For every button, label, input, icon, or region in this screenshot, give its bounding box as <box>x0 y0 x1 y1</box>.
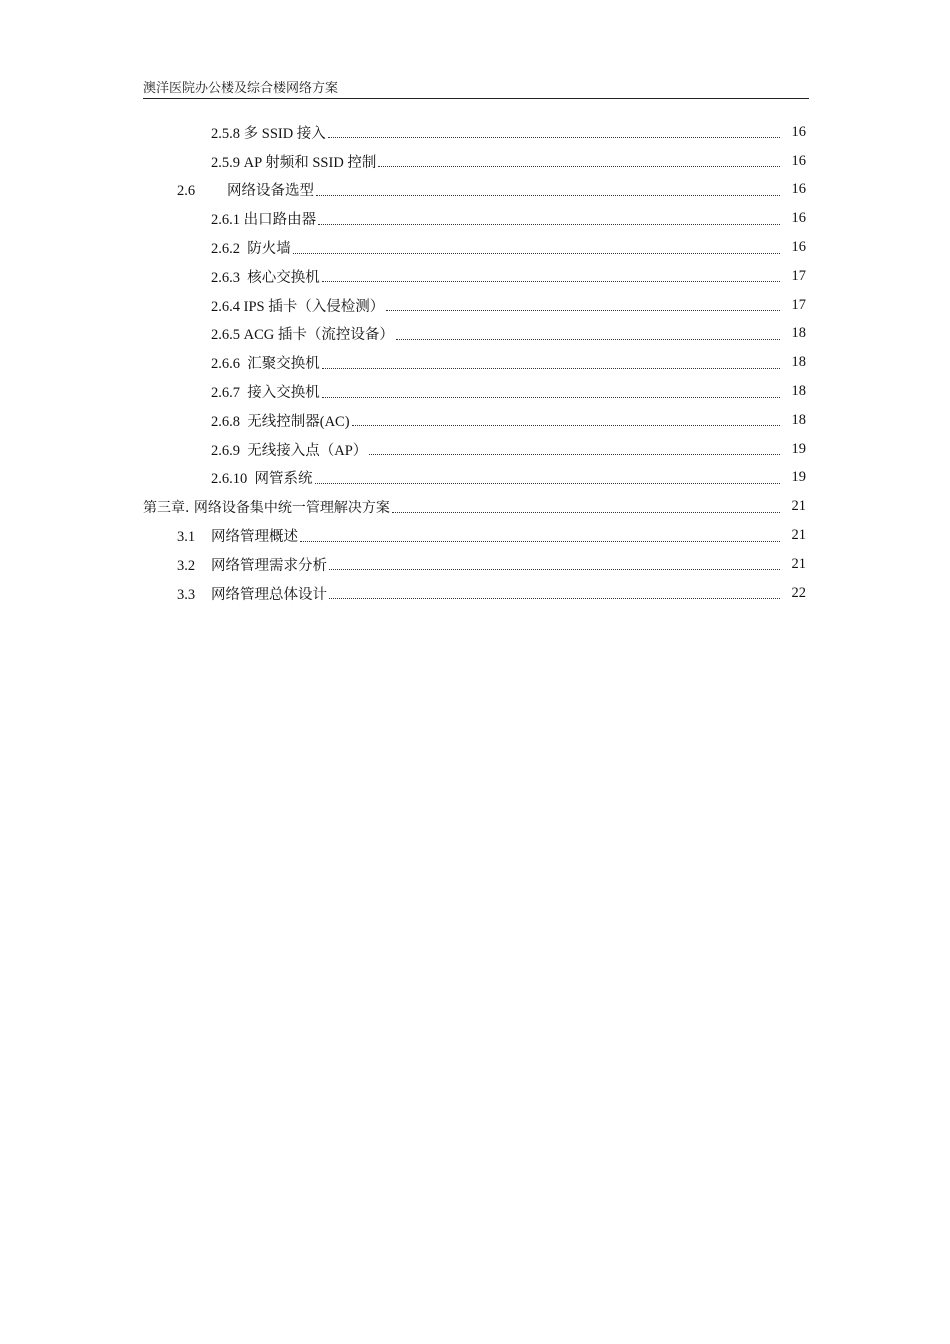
toc-entry-page: 16 <box>791 239 806 256</box>
toc-entry-number: 2.6.6 <box>211 356 240 373</box>
toc-entry-label <box>177 525 300 546</box>
toc-entry[interactable] <box>143 435 806 464</box>
toc-entry[interactable] <box>143 118 806 147</box>
toc-entry-number: 2.6.2 <box>211 241 240 258</box>
dot-leader <box>392 511 780 513</box>
table-of-contents <box>143 118 806 608</box>
toc-entry-title: 无线接入点（AP） <box>247 442 368 459</box>
dot-leader <box>369 453 780 455</box>
toc-entry-number: 2.5.9 <box>211 154 240 171</box>
toc-entry-page: 17 <box>791 267 806 284</box>
toc-entry-title: 出口路由器 <box>243 212 317 229</box>
dot-leader <box>293 252 780 254</box>
toc-entry-page: 22 <box>791 584 806 601</box>
toc-entry-title: IPS 插卡（入侵检测） <box>243 298 385 315</box>
toc-entry-page: 16 <box>791 181 806 198</box>
dot-leader <box>329 568 780 570</box>
toc-entry-number: 第三章. <box>143 499 190 516</box>
toc-entry[interactable] <box>143 291 806 320</box>
dot-leader <box>315 482 781 484</box>
toc-entry-title: 多 SSID 接入 <box>243 125 326 142</box>
toc-entry-label <box>211 410 352 431</box>
toc-entry-label <box>211 467 315 488</box>
toc-entry-label <box>177 583 329 604</box>
toc-entry[interactable] <box>143 377 806 406</box>
dot-leader <box>386 309 780 311</box>
toc-entry-page: 21 <box>791 498 806 515</box>
toc-entry[interactable] <box>143 204 806 233</box>
dot-leader <box>316 194 780 196</box>
toc-entry[interactable] <box>143 348 806 377</box>
toc-entry-page: 21 <box>791 527 806 544</box>
toc-entry-page: 17 <box>791 296 806 313</box>
toc-entry-title: 网络管理总体设计 <box>211 586 327 603</box>
toc-entry-title: 接入交换机 <box>247 385 320 402</box>
page-header <box>143 80 809 99</box>
toc-entry-number: 2.6.4 <box>211 298 240 315</box>
header-title: 澳洋医院办公楼及综合楼网络方案 <box>143 80 339 95</box>
toc-entry-number: 3.3 <box>177 586 196 603</box>
toc-entry-title: 网络管理概述 <box>211 529 298 546</box>
toc-entry-label <box>211 208 318 229</box>
toc-entry-title: 防火墙 <box>247 241 291 258</box>
dot-leader <box>318 223 780 225</box>
toc-entry-title: 汇聚交换机 <box>247 356 320 373</box>
toc-entry-number: 2.6.7 <box>211 385 240 402</box>
toc-entry-title: 网络设备选型 <box>227 183 314 200</box>
toc-entry-label <box>211 381 322 402</box>
toc-entry-label <box>211 266 322 287</box>
toc-entry-title: ACG 插卡（流控设备） <box>243 327 394 344</box>
toc-entry-label <box>211 439 369 460</box>
toc-entry-title: 无线控制器(AC) <box>247 413 350 430</box>
toc-entry-page: 18 <box>791 354 806 371</box>
toc-entry-page: 16 <box>791 123 806 140</box>
dot-leader <box>328 136 780 138</box>
toc-entry-number: 2.6.8 <box>211 413 240 430</box>
toc-entry-number: 2.6.9 <box>211 442 240 459</box>
toc-entry-page: 18 <box>791 325 806 342</box>
dot-leader <box>322 280 780 282</box>
toc-entry-number: 2.5.8 <box>211 125 240 142</box>
toc-entry-label <box>211 323 396 344</box>
toc-entry-number: 3.2 <box>177 557 196 574</box>
dot-leader <box>352 424 780 426</box>
toc-entry[interactable] <box>143 320 806 349</box>
toc-entry-label <box>211 352 322 373</box>
toc-entry-page: 16 <box>791 210 806 227</box>
toc-entry-number: 2.6.3 <box>211 269 240 286</box>
toc-entry-page: 19 <box>791 440 806 457</box>
toc-entry[interactable] <box>143 262 806 291</box>
toc-entry-label <box>177 554 329 575</box>
toc-entry[interactable] <box>143 521 806 550</box>
toc-entry-page: 16 <box>791 152 806 169</box>
toc-chapter-entry[interactable] <box>143 492 806 521</box>
toc-entry-page: 21 <box>791 555 806 572</box>
dot-leader <box>396 338 780 340</box>
toc-entry-label <box>211 122 328 143</box>
toc-entry-number: 2.6.10 <box>211 471 248 488</box>
toc-entry[interactable] <box>143 233 806 262</box>
toc-entry-title: 核心交换机 <box>247 269 320 286</box>
toc-entry[interactable] <box>143 579 806 608</box>
dot-leader <box>322 396 780 398</box>
toc-entry-page: 18 <box>791 411 806 428</box>
toc-entry-number: 2.6.1 <box>211 212 240 229</box>
dot-leader <box>300 540 780 542</box>
toc-entry-page: 19 <box>791 469 806 486</box>
dot-leader <box>329 597 780 599</box>
toc-entry[interactable] <box>143 550 806 579</box>
dot-leader <box>322 367 780 369</box>
toc-entry-title: 网络管理需求分析 <box>211 557 327 574</box>
toc-entry[interactable] <box>143 176 806 205</box>
toc-entry-number: 2.6 <box>177 183 196 200</box>
toc-entry[interactable] <box>143 406 806 435</box>
toc-entry-label <box>177 179 316 200</box>
toc-entry-label <box>211 295 386 316</box>
toc-entry-title: AP 射频和 SSID 控制 <box>243 154 377 171</box>
toc-entry-number: 3.1 <box>177 529 196 546</box>
toc-entry-label <box>211 237 293 258</box>
dot-leader <box>378 165 780 167</box>
toc-entry-label <box>143 497 392 517</box>
toc-entry-title: 网络设备集中统一管理解决方案 <box>193 499 390 516</box>
toc-entry[interactable] <box>143 147 806 176</box>
toc-entry[interactable] <box>143 464 806 493</box>
toc-entry-page: 18 <box>791 383 806 400</box>
toc-entry-label <box>211 151 378 172</box>
toc-entry-title: 网管系统 <box>254 471 313 488</box>
toc-entry-number: 2.6.5 <box>211 327 240 344</box>
